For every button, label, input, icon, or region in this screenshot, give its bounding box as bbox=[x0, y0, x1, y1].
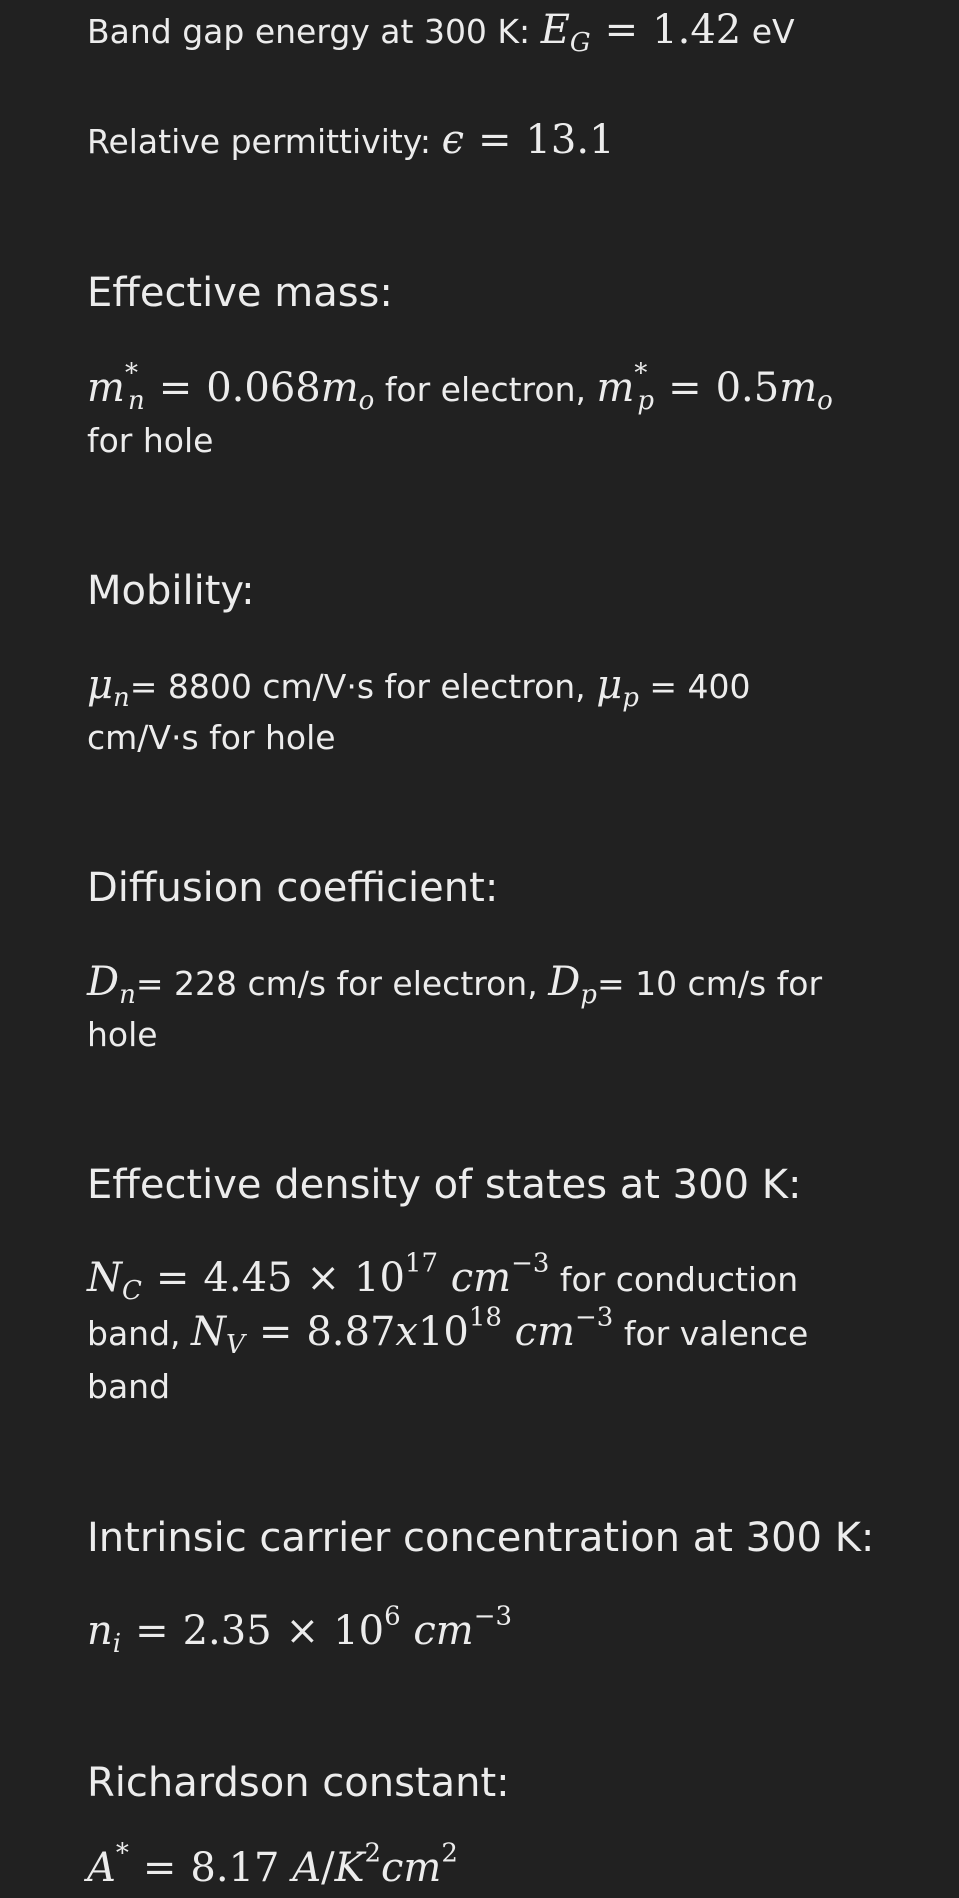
density-line2 bbox=[87, 1304, 877, 1362]
permittivity-formula: ϵ = 13.1 bbox=[441, 117, 615, 163]
d-p-symbol: $D_p$ bbox=[548, 959, 597, 1010]
mobility-heading: Mobility: bbox=[87, 568, 255, 614]
valence-label: for valence bbox=[623, 1314, 809, 1353]
permittivity-label: Relative permittivity: bbox=[87, 122, 432, 161]
mobility-line2: cm/V·s for hole bbox=[87, 718, 336, 757]
hole-mass-formula: $m^*_p = 0.5m_o$ bbox=[596, 358, 833, 416]
diffusion-line1 bbox=[87, 954, 877, 1012]
permittivity-line bbox=[87, 112, 877, 170]
band-gap-line bbox=[87, 2, 877, 60]
nv-formula: $N_V = 8.87x10^{18}$ $cm^{-3}$ bbox=[191, 1302, 614, 1360]
band-gap-label: Band gap energy at 300 K: bbox=[87, 12, 531, 51]
density-line1 bbox=[87, 1250, 877, 1308]
mu-n-symbol: $\mu_n$ bbox=[87, 662, 130, 713]
nc-formula: $N_C = 4.45 \times 10^{17}$ $cm^{-3}$ bbox=[87, 1248, 550, 1306]
richardson-formula: A* = 8.17 $A/K^2cm^2$ bbox=[87, 1838, 458, 1891]
intrinsic-line bbox=[87, 1603, 877, 1661]
richardson-heading: Richardson constant: bbox=[87, 1760, 510, 1806]
electron-label: for electron, bbox=[384, 370, 586, 409]
richardson-line bbox=[87, 1840, 877, 1898]
ni-formula: $n_i = 2.35 \times 10^6$ $cm^{-3}$ bbox=[87, 1601, 513, 1659]
diffusion-heading: Diffusion coefficient: bbox=[87, 865, 499, 911]
diffusion-line2: hole bbox=[87, 1015, 158, 1054]
band-prefix: band, bbox=[87, 1314, 181, 1353]
mobility-line1 bbox=[87, 657, 877, 715]
band-gap-unit: eV bbox=[751, 12, 795, 51]
intrinsic-heading: Intrinsic carrier concentration at 300 K: bbox=[87, 1515, 875, 1561]
effective-mass-line2: for hole bbox=[87, 421, 214, 460]
mu-p-symbol: $\mu_p$ bbox=[596, 662, 639, 713]
electron-mass-formula: $m^*_n = 0.068m_o$ bbox=[87, 358, 375, 416]
d-n-symbol: $D_n$ bbox=[87, 959, 136, 1010]
band-gap-formula: $E_G = 1.42$ bbox=[540, 7, 742, 58]
mobility-electron-text: = 8800 cm/V·s for electron, bbox=[129, 667, 586, 706]
conduction-label: for conduction bbox=[559, 1260, 799, 1299]
mobility-hole-value: = 400 bbox=[638, 667, 751, 706]
diffusion-hole-text: = 10 cm/s for bbox=[596, 964, 823, 1003]
effective-mass-heading: Effective mass: bbox=[87, 270, 393, 316]
density-line3: band bbox=[87, 1367, 171, 1406]
effective-mass-line1 bbox=[87, 360, 877, 418]
density-heading: Effective density of states at 300 K: bbox=[87, 1162, 802, 1208]
diffusion-electron-text: = 228 cm/s for electron, bbox=[135, 964, 538, 1003]
